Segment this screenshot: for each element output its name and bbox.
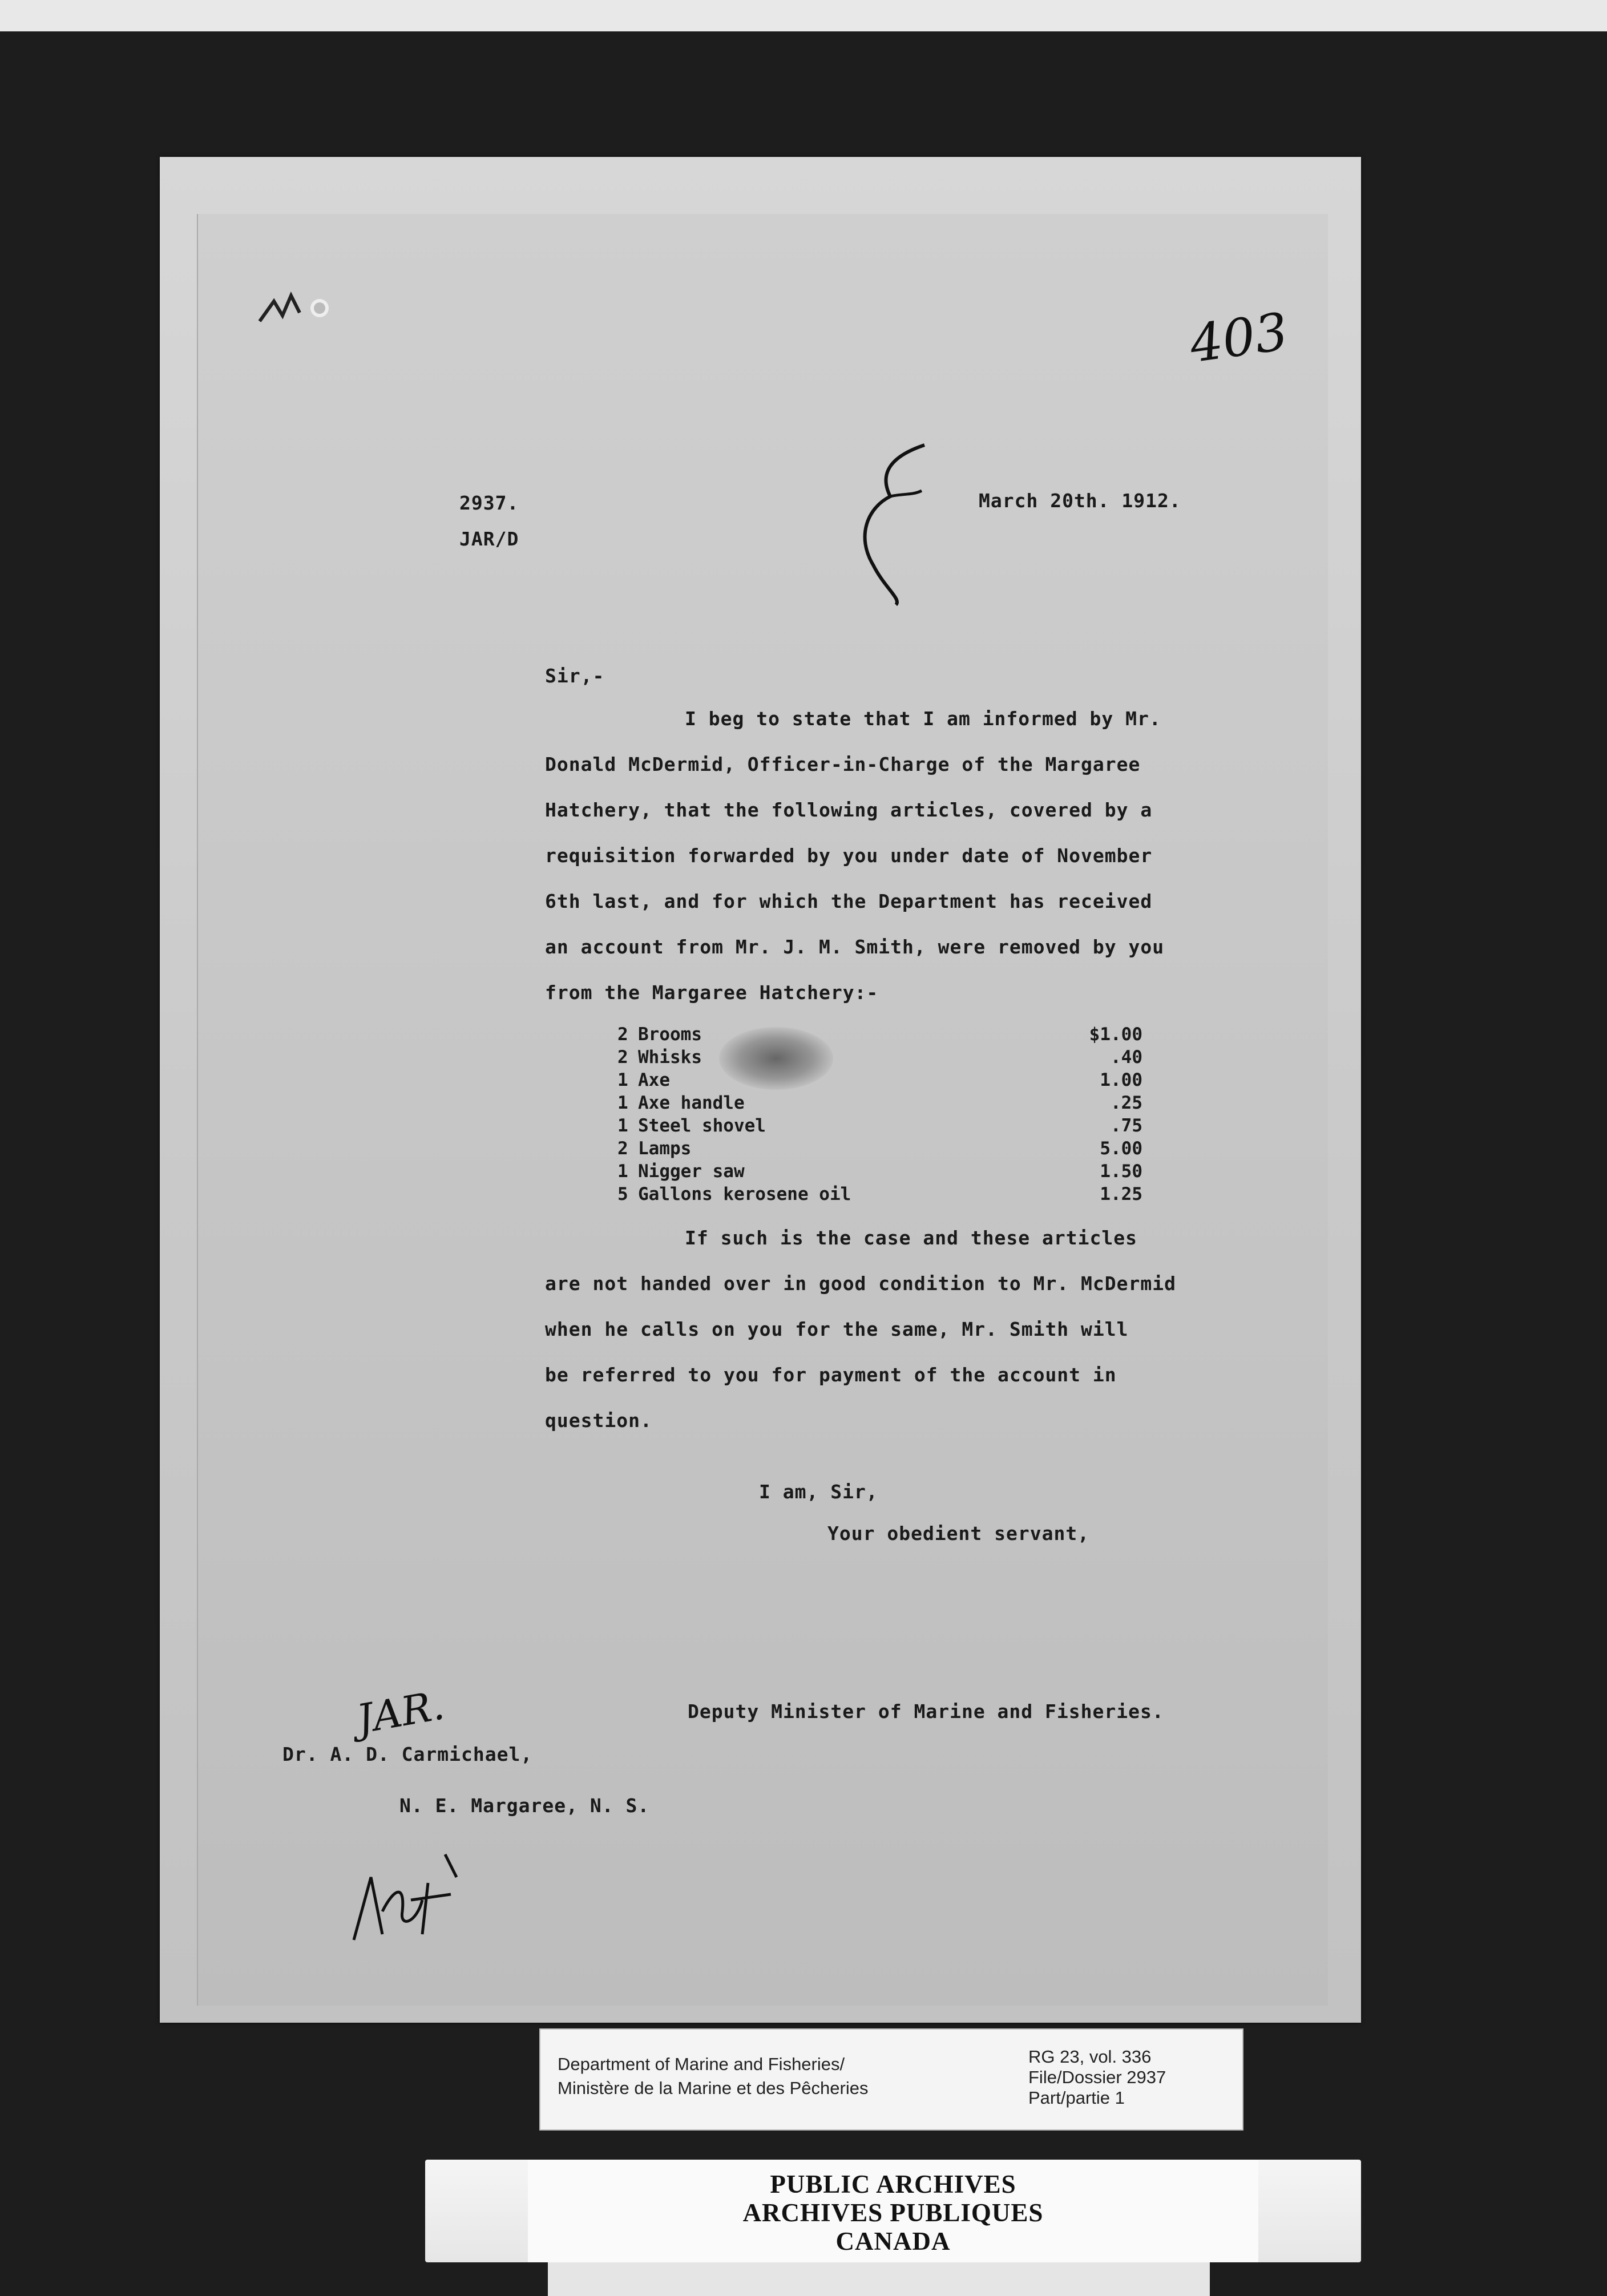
scan-top-strip [0,0,1607,31]
body-line-3: Hatchery, that the following articles, covered by a [545,799,1153,821]
body-line-7: from the Margaree Hatchery:- [545,981,879,1004]
item-qty: 1 [617,1093,628,1113]
signature-title: Deputy Minister of Marine and Fisheries. [688,1700,1164,1723]
item-price: .75 [1111,1115,1142,1136]
handwritten-e-mark [856,434,936,611]
list-item [617,1070,1142,1093]
item-name: Brooms [638,1024,702,1045]
list-item [617,1115,1142,1138]
servant-line: Your obedient servant, [827,1522,1090,1545]
archive-file: File/Dossier 2937 [1028,2067,1166,2087]
department-en: Department of Marine and Fisheries/ [558,2054,845,2074]
item-qty: 2 [617,1138,628,1159]
items-list [617,1024,1142,1207]
addressee-name: Dr. A. D. Carmichael, [282,1743,533,1765]
closing-line-5: question. [545,1409,652,1432]
archive-line-1: PUBLIC ARCHIVES [770,2170,1016,2198]
archive-line-2: ARCHIVES PUBLIQUES [742,2198,1044,2227]
list-item [617,1184,1142,1207]
item-price: .25 [1111,1093,1142,1113]
list-item [617,1047,1142,1070]
archive-band-label [528,2160,1258,2262]
body-line-1: I beg to state that I am informed by Mr. [685,708,1161,730]
item-name: Nigger saw [638,1161,745,1182]
item-price: $1.00 [1089,1024,1142,1045]
handwritten-initials: JAR. [353,1681,448,1743]
archive-reference [1028,2047,1166,2108]
item-price: 1.50 [1100,1161,1142,1182]
ink-smudge [719,1027,833,1090]
item-qty: 1 [617,1115,628,1136]
archive-band [425,2160,1361,2262]
item-name: Axe handle [638,1093,745,1113]
item-qty: 1 [617,1161,628,1182]
complimentary-close: I am, Sir, [759,1481,878,1503]
initials-reference: JAR/D [459,528,519,550]
list-item [617,1138,1142,1161]
department-fr: Ministère de la Marine et des Pêcheries [558,2078,869,2098]
body-line-4: requisition forwarded by you under date of November [545,844,1153,867]
item-qty: 5 [617,1184,628,1204]
archive-rg: RG 23, vol. 336 [1028,2047,1152,2067]
list-item [617,1161,1142,1184]
item-name: Whisks [638,1047,702,1068]
archive-department [558,2052,868,2100]
item-qty: 1 [617,1070,628,1090]
item-price: 1.25 [1100,1184,1142,1204]
page-number: 403 [1186,301,1292,375]
archive-line-3: CANADA [835,2227,951,2255]
item-name: Steel shovel [638,1115,766,1136]
item-name: Lamps [638,1138,692,1159]
item-price: 1.00 [1100,1070,1142,1090]
file-reference: 2937. [459,492,519,514]
letter-date: March 20th. 1912. [979,490,1181,512]
item-name: Gallons kerosene oil [638,1184,851,1204]
item-qty: 2 [617,1047,628,1068]
closing-line-1: If such is the case and these articles [685,1227,1137,1249]
addressee-place: N. E. Margaree, N. S. [399,1794,650,1817]
stamp-mark-icon [257,290,337,330]
list-item [617,1024,1142,1047]
handwritten-signature [342,1843,474,1951]
archive-part: Part/partie 1 [1028,2088,1125,2108]
closing-line-3: when he calls on you for the same, Mr. Smith will [545,1318,1129,1340]
item-name: Axe [638,1070,670,1090]
archive-label-card [539,2028,1243,2131]
body-line-5: 6th last, and for which the Department has received [545,890,1153,912]
item-qty: 2 [617,1024,628,1045]
scan-bottom-edge [548,2262,1210,2296]
closing-line-4: be referred to you for payment of the account in [545,1364,1117,1386]
list-item [617,1093,1142,1115]
closing-line-2: are not handed over in good condition to Mr. McDermid [545,1272,1176,1295]
salutation: Sir,- [545,665,605,687]
item-price: .40 [1111,1047,1142,1068]
body-line-2: Donald McDermid, Officer-in-Charge of the Margaree [545,753,1141,775]
item-price: 5.00 [1100,1138,1142,1159]
body-line-6: an account from Mr. J. M. Smith, were removed by you [545,936,1165,958]
